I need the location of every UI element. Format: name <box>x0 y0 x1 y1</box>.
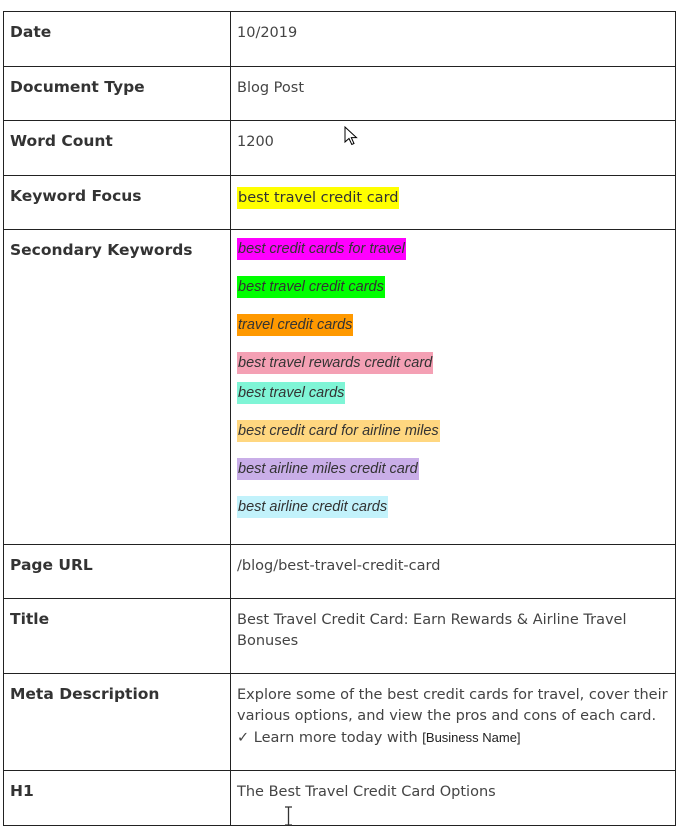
label-meta-description: Meta Description <box>10 685 160 703</box>
value-h1[interactable]: The Best Travel Credit Card Options <box>237 784 496 800</box>
value-page-url[interactable]: /blog/best-travel-credit-card <box>237 558 441 574</box>
secondary-keyword-item <box>237 420 669 458</box>
secondary-keyword-item <box>237 458 669 496</box>
value-keyword-focus[interactable]: best travel credit card <box>237 187 399 209</box>
row-word-count <box>4 121 676 176</box>
secondary-keyword-text[interactable]: best credit cards for travel <box>237 238 406 260</box>
secondary-keyword-list <box>231 230 675 534</box>
secondary-keyword-text[interactable]: best credit card for airline miles <box>237 420 440 442</box>
secondary-keyword-text[interactable]: best airline miles credit card <box>237 458 419 480</box>
value-document-type[interactable]: Blog Post <box>237 80 304 96</box>
label-keyword-focus: Keyword Focus <box>10 187 142 205</box>
label-page-url: Page URL <box>10 556 93 574</box>
label-date: Date <box>10 23 52 41</box>
label-document-type: Document Type <box>10 78 145 96</box>
row-secondary-keywords <box>4 230 676 545</box>
row-document-type <box>4 67 676 121</box>
secondary-keyword-item <box>237 238 669 276</box>
row-h1 <box>4 771 676 826</box>
row-meta-description <box>4 674 676 771</box>
secondary-keyword-text[interactable]: travel credit cards <box>237 314 353 336</box>
secondary-keyword-text[interactable]: best travel credit cards <box>237 276 385 298</box>
value-title[interactable]: Best Travel Credit Card: Earn Rewards & Airline Travel Bonuses <box>237 612 627 649</box>
row-page-url <box>4 545 676 599</box>
row-date <box>4 12 676 67</box>
label-word-count: Word Count <box>10 132 113 150</box>
secondary-keyword-item <box>237 276 669 314</box>
mouse-pointer-icon <box>344 126 358 146</box>
value-meta-description[interactable] <box>231 674 675 749</box>
text-cursor-icon <box>284 806 293 826</box>
secondary-keyword-item <box>237 496 669 534</box>
secondary-keyword-item <box>237 314 669 352</box>
secondary-keyword-item <box>237 382 669 420</box>
business-name-placeholder: [Business Name] <box>422 730 521 745</box>
content-brief-table <box>3 11 676 826</box>
label-title: Title <box>10 610 50 628</box>
secondary-keyword-text[interactable]: best travel cards <box>237 382 345 404</box>
meta-description-text: Explore some of the best credit cards for travel, cover their various options, and view the pros and cons of each card. ✓ Learn more today with <box>237 687 668 746</box>
label-h1: H1 <box>10 782 34 800</box>
row-keyword-focus <box>4 176 676 230</box>
secondary-keyword-item <box>237 352 669 382</box>
row-title <box>4 599 676 674</box>
secondary-keyword-text[interactable]: best travel rewards credit card <box>237 352 433 374</box>
secondary-keyword-text[interactable]: best airline credit cards <box>237 496 388 518</box>
label-secondary-keywords: Secondary Keywords <box>10 241 193 259</box>
value-date[interactable]: 10/2019 <box>237 25 298 41</box>
value-word-count[interactable]: 1200 <box>237 134 274 150</box>
